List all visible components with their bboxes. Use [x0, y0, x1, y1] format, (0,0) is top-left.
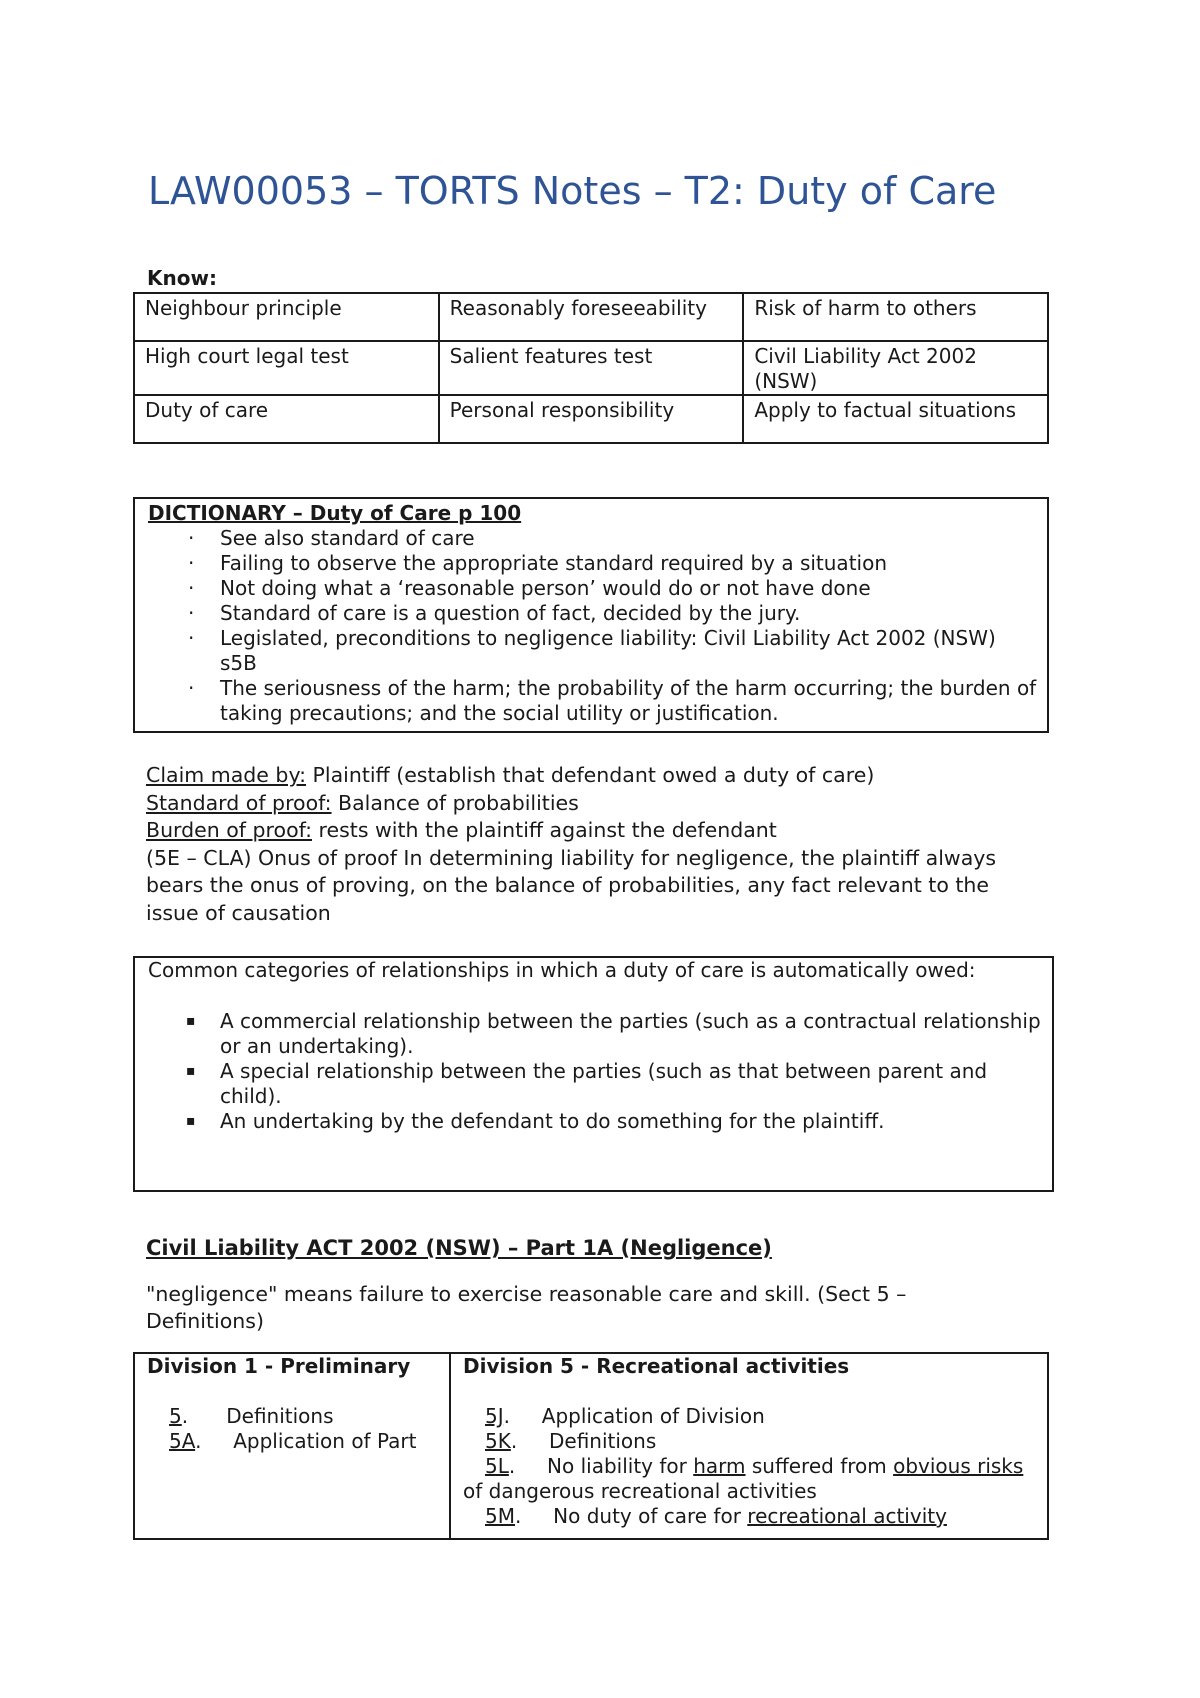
dictionary-heading: DICTIONARY – Duty of Care p 100: [148, 501, 522, 525]
bullet-dot-icon: ·: [188, 551, 195, 575]
bullet-square-icon: ▪: [186, 1013, 196, 1029]
bullet-dot-icon: ·: [188, 676, 195, 700]
dictionary-box: [133, 497, 1049, 733]
claim-line: Claim made by: Plaintiff (establish that defendant owed a duty of care): [146, 763, 875, 787]
section-5k: 5K. Definitions: [485, 1429, 657, 1453]
categories-intro: Common categories of relationships in which a duty of care is automatically owed:: [148, 958, 976, 982]
list-item: ▪ An undertaking by the defendant to do something for the plaintiff.: [186, 1109, 885, 1133]
table-cell: Neighbour principle: [134, 293, 439, 341]
page-title: LAW00053 – TORTS Notes – T2: Duty of Care: [148, 169, 997, 213]
bullet-square-icon: ▪: [186, 1113, 196, 1129]
bullet-square-icon: ▪: [186, 1063, 196, 1079]
dictionary-list: [148, 526, 1037, 726]
obvious-risks-link[interactable]: obvious risks: [893, 1454, 1024, 1478]
negligence-definition: "negligence" means failure to exercise reasonable care and skill. (Sect 5 – Definitions): [146, 1282, 907, 1333]
know-table: [133, 292, 1049, 444]
claim-label: Claim made by:: [146, 763, 306, 787]
list-item: · See also standard of care: [188, 526, 475, 550]
section-5m: 5M. No duty of care for recreational activity: [485, 1504, 947, 1528]
cla-heading: Civil Liability ACT 2002 (NSW) – Part 1A (Negligence): [146, 1236, 772, 1260]
standard-label: Standard of proof:: [146, 790, 332, 815]
categories-box: [133, 956, 1054, 1192]
table-cell: High court legal test: [134, 341, 439, 395]
table-cell: Personal responsibility: [439, 395, 744, 443]
divisions-table: [133, 1352, 1049, 1540]
division-1-cell: [134, 1353, 450, 1539]
list-item: · Not doing what a ‘reasonable person’ would do or not have done: [188, 576, 871, 600]
list-item: · The seriousness of the harm; the probability of the harm occurring; the burden of taking precautions; and the social utility or justification.: [188, 676, 1037, 725]
table-row: [134, 1353, 1048, 1539]
table-row: [134, 293, 1048, 341]
section-5j: 5J. Application of Division: [485, 1404, 765, 1428]
table-cell: Salient features test: [439, 341, 744, 395]
know-label: Know:: [147, 266, 217, 290]
table-cell: Reasonably foreseeability: [439, 293, 744, 341]
bullet-dot-icon: ·: [188, 626, 195, 650]
section-5a: 5A. Application of Part: [169, 1429, 417, 1453]
section-5l: 5L. No liability for harm suffered from obvious risks of dangerous recreational activities: [463, 1454, 1024, 1503]
table-cell: Duty of care: [134, 395, 439, 443]
table-cell: Apply to factual situations: [743, 395, 1048, 443]
division-1-heading: Division 1 - Preliminary: [147, 1354, 411, 1378]
categories-list: [148, 1009, 1042, 1134]
harm-link[interactable]: harm: [693, 1454, 746, 1478]
onus-paragraph: (5E – CLA) Onus of proof In determining liability for negligence, the plaintiff always bears the onus of proving, on the balance of probabilities, any fact relevant to the issue of causation: [146, 845, 997, 925]
claims-section: [146, 762, 1046, 927]
list-item: ▪ A commercial relationship between the parties (such as a contractual relationship or an undertaking).: [186, 1009, 1041, 1058]
bullet-dot-icon: ·: [188, 576, 195, 600]
recreational-activity-link[interactable]: recreational activity: [747, 1504, 947, 1528]
table-cell: Risk of harm to others: [743, 293, 1048, 341]
bullet-dot-icon: ·: [188, 526, 195, 550]
bullet-dot-icon: ·: [188, 601, 195, 625]
division-5-cell: [450, 1353, 1048, 1539]
burden-label: Burden of proof:: [146, 818, 313, 842]
table-row: [134, 395, 1048, 443]
list-item: · Standard of care is a question of fact, decided by the jury.: [188, 601, 801, 625]
table-row: [134, 341, 1048, 395]
section-5: 5. Definitions: [169, 1404, 334, 1428]
standard-line: Standard of proof: Balance of probabilities: [146, 790, 579, 815]
burden-line: Burden of proof: rests with the plaintiff against the defendant: [146, 818, 777, 842]
list-item: · Legislated, preconditions to negligence liability: Civil Liability Act 2002 (NSW) s5B: [188, 626, 996, 675]
table-cell: Civil Liability Act 2002 (NSW): [743, 341, 1048, 395]
list-item: · Failing to observe the appropriate standard required by a situation: [188, 551, 888, 575]
division-5-heading: Division 5 - Recreational activities: [463, 1354, 850, 1378]
list-item: ▪ A special relationship between the parties (such as that between parent and child).: [186, 1059, 988, 1108]
